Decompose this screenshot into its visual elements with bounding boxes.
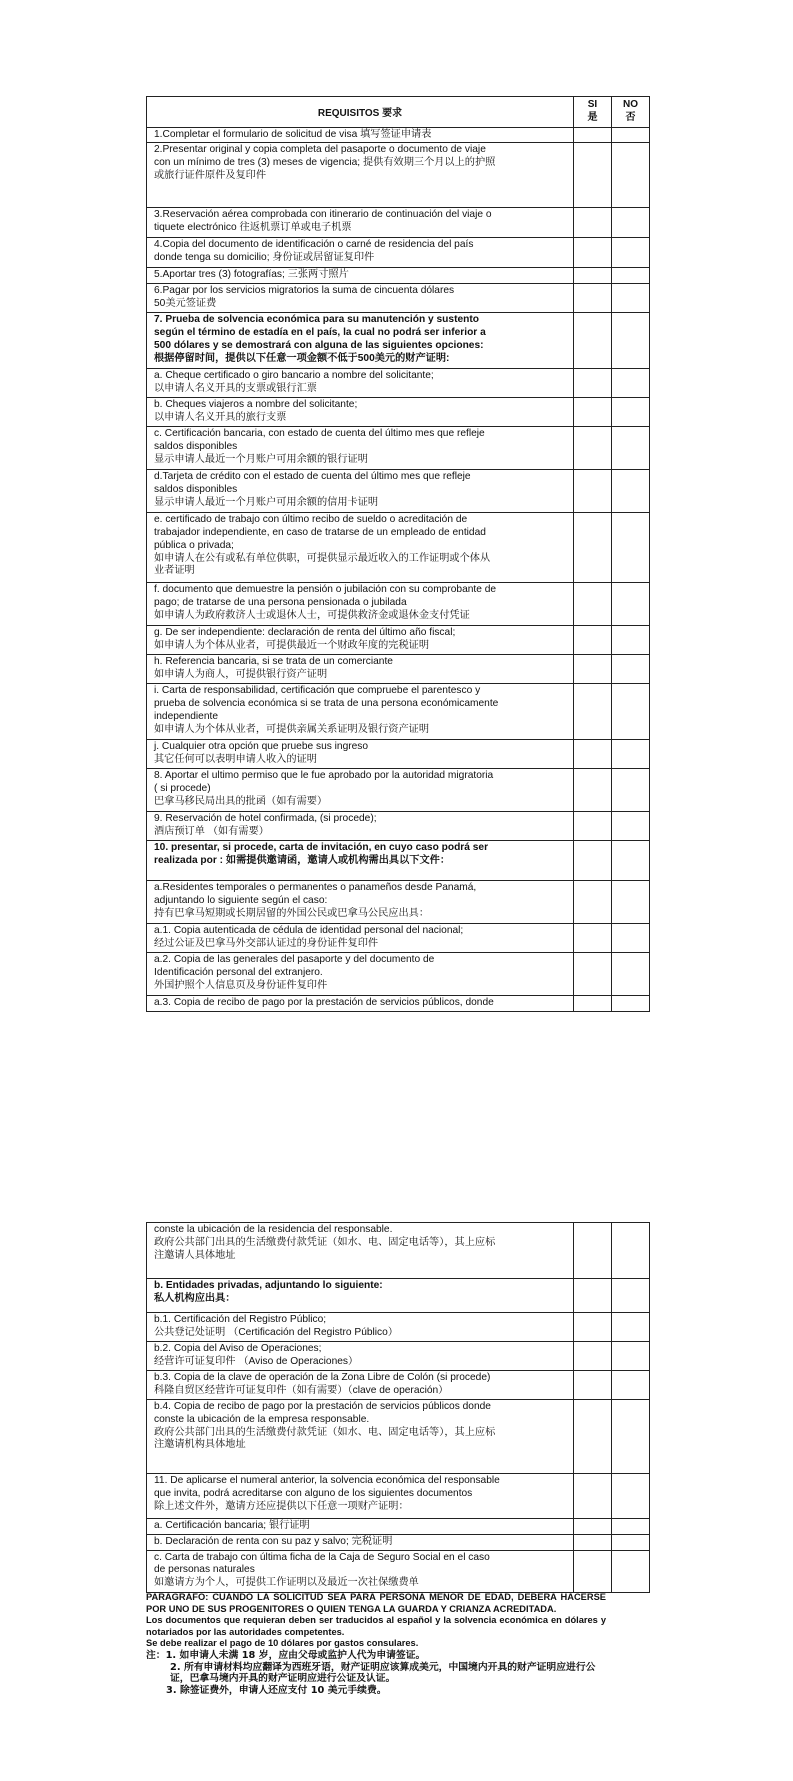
fee-note: Se debe realizar el pago de 10 dólares por gastos consulares. <box>146 1638 419 1649</box>
table-row <box>147 1313 650 1342</box>
si-checkbox-cell[interactable] <box>574 1550 612 1592</box>
table-row <box>147 924 650 953</box>
no-checkbox-cell[interactable] <box>612 268 650 284</box>
table-row <box>147 1400 650 1474</box>
table-row <box>147 1223 650 1279</box>
requirement-text: f. documento que demuestre la pensión o jubilación con su comprobante de pago; de tratarse de una persona pensionada o jubilada 如申请人为政府救济人士或退休人士，可提供救济金或退休金支付凭证 <box>147 583 574 626</box>
no-checkbox-cell[interactable] <box>612 1400 650 1474</box>
si-checkbox-cell[interactable] <box>574 1400 612 1474</box>
si-checkbox-cell[interactable] <box>574 1519 612 1535</box>
translation-note: Los documentos que requieran deben ser traducidos al español y la solvencia económica en dólares y notariados por las autoridades competentes. <box>146 1615 606 1637</box>
requirement-text: b. Cheques viajeros a nombre del solicitante; 以申请人名义开具的旅行支票 <box>147 398 574 427</box>
requirement-text: a. Cheque certificado o giro bancario a nombre del solicitante; 以申请人名义开具的支票或银行汇票 <box>147 369 574 398</box>
si-checkbox-cell[interactable] <box>574 740 612 769</box>
no-checkbox-cell[interactable] <box>612 626 650 655</box>
table-row <box>147 398 650 427</box>
table-row <box>147 684 650 740</box>
table-row <box>147 626 650 655</box>
requirement-text: a. Certificación bancaria; 银行证明 <box>147 1519 574 1535</box>
no-checkbox-cell[interactable] <box>612 1371 650 1400</box>
table-body <box>147 1223 650 1593</box>
table-row <box>147 1534 650 1550</box>
notes-section <box>146 1592 606 1696</box>
table-row <box>147 769 650 812</box>
requirement-text: 9. Reservación de hotel confirmada, (si procede); 酒店预订单 （如有需要） <box>147 812 574 841</box>
si-checkbox-cell[interactable] <box>574 881 612 924</box>
table-row <box>147 655 650 684</box>
si-checkbox-cell[interactable] <box>574 996 612 1012</box>
header-no: NO 否 <box>612 97 650 128</box>
requirement-text: 2.Presentar original y copia completa del pasaporte o documento de viaje con un mínimo de tres (3) meses de vigencia; 提供有效期三个月以上的护照 或旅行证件原件及复印件 <box>147 143 574 208</box>
table-row <box>147 841 650 881</box>
table-row <box>147 208 650 238</box>
requirement-text: 11. De aplicarse el numeral anterior, la solvencia económica del responsable que invita, podrá acreditarse con alguno de los siguientes documentos 除上述文件外，邀请方还应提供以下任意一项财产证明： <box>147 1474 574 1519</box>
si-checkbox-cell[interactable] <box>574 398 612 427</box>
si-checkbox-cell[interactable] <box>574 238 612 268</box>
requirement-text: 10. presentar, si procede, carta de invitación, en cuyo caso podrá ser realizada por : 如需提供邀请函，邀请人或机构需出具以下文件： <box>147 841 574 881</box>
no-checkbox-cell[interactable] <box>612 1534 650 1550</box>
table-row <box>147 1279 650 1313</box>
requirement-text: b. Entidades privadas, adjuntando lo siguiente: 私人机构应出具： <box>147 1279 574 1313</box>
requirement-text: conste la ubicación de la residencia del responsable. 政府公共部门出具的生活缴费付款凭证（如水、电、固定电话等），其上应标 注邀请人具体地址 <box>147 1223 574 1279</box>
table-header-row <box>147 97 650 128</box>
table-row <box>147 1371 650 1400</box>
requirement-text: e. certificado de trabajo con último recibo de sueldo o acreditación de trabajador independiente, en caso de tratarse de un empleado de entidad pública o privada; 如申请人在公有或私有单位供职，可提供显示最近收入的工作证明或个体从 业者证明 <box>147 513 574 583</box>
si-checkbox-cell[interactable] <box>574 1279 612 1313</box>
si-checkbox-cell[interactable] <box>574 427 612 470</box>
no-checkbox-cell[interactable] <box>612 1223 650 1279</box>
si-checkbox-cell[interactable] <box>574 1534 612 1550</box>
requirement-text: b.4. Copia de recibo de pago por la prestación de servicios públicos donde conste la ubicación de la empresa responsable. 政府公共部门出具的生活缴费付款凭证（如水、电、固定电话等），其上应标 注邀请机构具体地址 <box>147 1400 574 1474</box>
table-row <box>147 583 650 626</box>
requirement-text: 7. Prueba de solvencia económica para su manutención y sustento según el término de estadía en el país, la cual no podrá ser inferior a 500 dólares y se demostrará con alguna de las siguientes opciones: 根据停留时间，提供以下任意一项金额不低于500美元的财产证明: <box>147 313 574 369</box>
si-checkbox-cell[interactable] <box>574 268 612 284</box>
no-checkbox-cell[interactable] <box>612 398 650 427</box>
requirement-text: g. De ser independiente: declaración de renta del último año fiscal; 如申请人为个体从业者，可提供最近一个财政年度的完税证明 <box>147 626 574 655</box>
table-row <box>147 470 650 513</box>
si-checkbox-cell[interactable] <box>574 284 612 313</box>
table-row <box>147 740 650 769</box>
table-row <box>147 996 650 1012</box>
no-checkbox-cell[interactable] <box>612 1474 650 1519</box>
table-row <box>147 953 650 996</box>
no-checkbox-cell[interactable] <box>612 1519 650 1535</box>
no-checkbox-cell[interactable] <box>612 369 650 398</box>
requirement-text: j. Cualquier otra opción que pruebe sus ingreso 其它任何可以表明申请人收入的证明 <box>147 740 574 769</box>
si-checkbox-cell[interactable] <box>574 143 612 208</box>
header-si: SI 是 <box>574 97 612 128</box>
no-checkbox-cell[interactable] <box>612 583 650 626</box>
requirements-table-page-1 <box>146 96 650 1012</box>
chinese-note-3: 3. 除签证费外，申请人还应支付 10 美元手续费。 <box>166 1684 387 1696</box>
no-checkbox-cell[interactable] <box>612 1313 650 1342</box>
requirement-text: b. Declaración de renta con su paz y salvo; 完税证明 <box>147 1534 574 1550</box>
si-checkbox-cell[interactable] <box>574 1371 612 1400</box>
si-checkbox-cell[interactable] <box>574 470 612 513</box>
si-checkbox-cell[interactable] <box>574 841 612 881</box>
table-row <box>147 881 650 924</box>
table-body <box>147 127 650 1011</box>
si-checkbox-cell[interactable] <box>574 583 612 626</box>
table-row <box>147 238 650 268</box>
no-checkbox-cell[interactable] <box>612 812 650 841</box>
requirement-text: i. Carta de responsabilidad, certificación que compruebe el parentesco y prueba de solvencia económica si se trata de una persona económicamente independiente 如申请人为个体从业者，可提供亲属关系证明及银行资产证明 <box>147 684 574 740</box>
no-checkbox-cell[interactable] <box>612 1279 650 1313</box>
no-checkbox-cell[interactable] <box>612 313 650 369</box>
requirement-text: 8. Aportar el ultimo permiso que le fue aprobado por la autoridad migratoria ( si procede) 巴拿马移民局出具的批函（如有需要） <box>147 769 574 812</box>
requirement-text: a.2. Copia de las generales del pasaporte y del documento de Identificación personal del extranjero. 外国护照个人信息页及身份证件复印件 <box>147 953 574 996</box>
requirement-text: 4.Copia del documento de identificación o carné de residencia del país donde tenga su domicilio; 身份证或居留证复印件 <box>147 238 574 268</box>
si-checkbox-cell[interactable] <box>574 769 612 812</box>
requirement-text: a.Residentes temporales o permanentes o panameños desde Panamá, adjuntando lo siguiente según el caso: 持有巴拿马短期或长期居留的外国公民或巴拿马公民应出具： <box>147 881 574 924</box>
table-row <box>147 812 650 841</box>
requirement-text: 3.Reservación aérea comprobada con itinerario de continuación del viaje o tiquete electrónico 往返机票订单或电子机票 <box>147 208 574 238</box>
table-row <box>147 427 650 470</box>
si-checkbox-cell[interactable] <box>574 953 612 996</box>
si-checkbox-cell[interactable] <box>574 369 612 398</box>
no-checkbox-cell[interactable] <box>612 740 650 769</box>
si-checkbox-cell[interactable] <box>574 655 612 684</box>
table-row <box>147 1519 650 1535</box>
table-row <box>147 127 650 143</box>
no-checkbox-cell[interactable] <box>612 143 650 208</box>
table-row <box>147 284 650 313</box>
no-checkbox-cell[interactable] <box>612 208 650 238</box>
si-checkbox-cell[interactable] <box>574 313 612 369</box>
si-checkbox-cell[interactable] <box>574 924 612 953</box>
no-checkbox-cell[interactable] <box>612 684 650 740</box>
table-row <box>147 1474 650 1519</box>
si-checkbox-cell[interactable] <box>574 1223 612 1279</box>
table-row <box>147 268 650 284</box>
table-row <box>147 513 650 583</box>
no-checkbox-cell[interactable] <box>612 470 650 513</box>
no-checkbox-cell[interactable] <box>612 996 650 1012</box>
no-checkbox-cell[interactable] <box>612 924 650 953</box>
requirement-text: c. Carta de trabajo con última ficha de la Caja de Seguro Social en el caso de personas naturales 如邀请方为个人，可提供工作证明以及最近一次社保缴费单 <box>147 1550 574 1592</box>
paragrafo-note: PARAGRAFO: CUANDO LA SOLICITUD SEA PARA PERSONA MENOR DE EDAD, DEBERA HACERSE POR UNO DE SUS PROGENITORES O QUIEN TENGA LA GUARDA Y CRIANZA ACREDITADA. <box>146 1592 606 1614</box>
table-row <box>147 1550 650 1592</box>
no-checkbox-cell[interactable] <box>612 1342 650 1371</box>
si-checkbox-cell[interactable] <box>574 812 612 841</box>
table-row <box>147 143 650 208</box>
requirement-text: a.1. Copia autenticada de cédula de identidad personal del nacional; 经过公证及巴拿马外交部认证过的身份证件复印件 <box>147 924 574 953</box>
chinese-note-1: 注：1. 如申请人未满 18 岁，应由父母或监护人代为申请签证。 <box>146 1649 426 1661</box>
requirement-text: d.Tarjeta de crédito con el estado de cuenta del último mes que refleje saldos disponibles 显示申请人最近一个月账户可用余额的信用卡证明 <box>147 470 574 513</box>
requirement-text: 1.Completar el formulario de solicitud de visa 填写签证申请表 <box>147 127 574 143</box>
requirement-text: b.3. Copia de la clave de operación de la Zona Libre de Colón (si procede) 科隆自贸区经营许可证复印件（如有需要）（clave de operación） <box>147 1371 574 1400</box>
requirement-text: 6.Pagar por los servicios migratorios la suma de cincuenta dólares 50美元签证费 <box>147 284 574 313</box>
requirement-text: b.1. Certificación del Registro Público; 公共登记处证明 （Certificación del Registro Público） <box>147 1313 574 1342</box>
no-checkbox-cell[interactable] <box>612 1550 650 1592</box>
requirement-text: b.2. Copia del Aviso de Operaciones; 经营许可证复印件 （Aviso de Operaciones） <box>147 1342 574 1371</box>
no-checkbox-cell[interactable] <box>612 769 650 812</box>
si-checkbox-cell[interactable] <box>574 1342 612 1371</box>
si-checkbox-cell[interactable] <box>574 684 612 740</box>
requirement-text: 5.Aportar tres (3) fotografías; 三张两寸照片 <box>147 268 574 284</box>
si-checkbox-cell[interactable] <box>574 1313 612 1342</box>
no-checkbox-cell[interactable] <box>612 127 650 143</box>
no-checkbox-cell[interactable] <box>612 238 650 268</box>
table-row <box>147 313 650 369</box>
requirement-text: a.3. Copia de recibo de pago por la prestación de servicios públicos, donde <box>147 996 574 1012</box>
no-checkbox-cell[interactable] <box>612 427 650 470</box>
requirement-text: c. Certificación bancaria, con estado de cuenta del último mes que refleje saldos disponibles 显示申请人最近一个月账户可用余额的银行证明 <box>147 427 574 470</box>
si-checkbox-cell[interactable] <box>574 513 612 583</box>
no-checkbox-cell[interactable] <box>612 881 650 924</box>
no-checkbox-cell[interactable] <box>612 953 650 996</box>
header-requisitos: REQUISITOS 要求 <box>147 97 574 128</box>
no-checkbox-cell[interactable] <box>612 655 650 684</box>
requirement-text: h. Referencia bancaria, si se trata de un comerciante 如申请人为商人，可提供银行资产证明 <box>147 655 574 684</box>
no-checkbox-cell[interactable] <box>612 513 650 583</box>
chinese-note-2: 2. 所有申请材料均应翻译为西班牙语，财产证明应该算成美元，中国境内开具的财产证明应进行公证，巴拿马境内开具的财产证明应进行公证及认证。 <box>170 1661 596 1685</box>
si-checkbox-cell[interactable] <box>574 1474 612 1519</box>
table-row <box>147 369 650 398</box>
si-checkbox-cell[interactable] <box>574 626 612 655</box>
no-checkbox-cell[interactable] <box>612 841 650 881</box>
requirements-table-page-2 <box>146 1222 650 1593</box>
no-checkbox-cell[interactable] <box>612 284 650 313</box>
table-row <box>147 1342 650 1371</box>
si-checkbox-cell[interactable] <box>574 208 612 238</box>
si-checkbox-cell[interactable] <box>574 127 612 143</box>
